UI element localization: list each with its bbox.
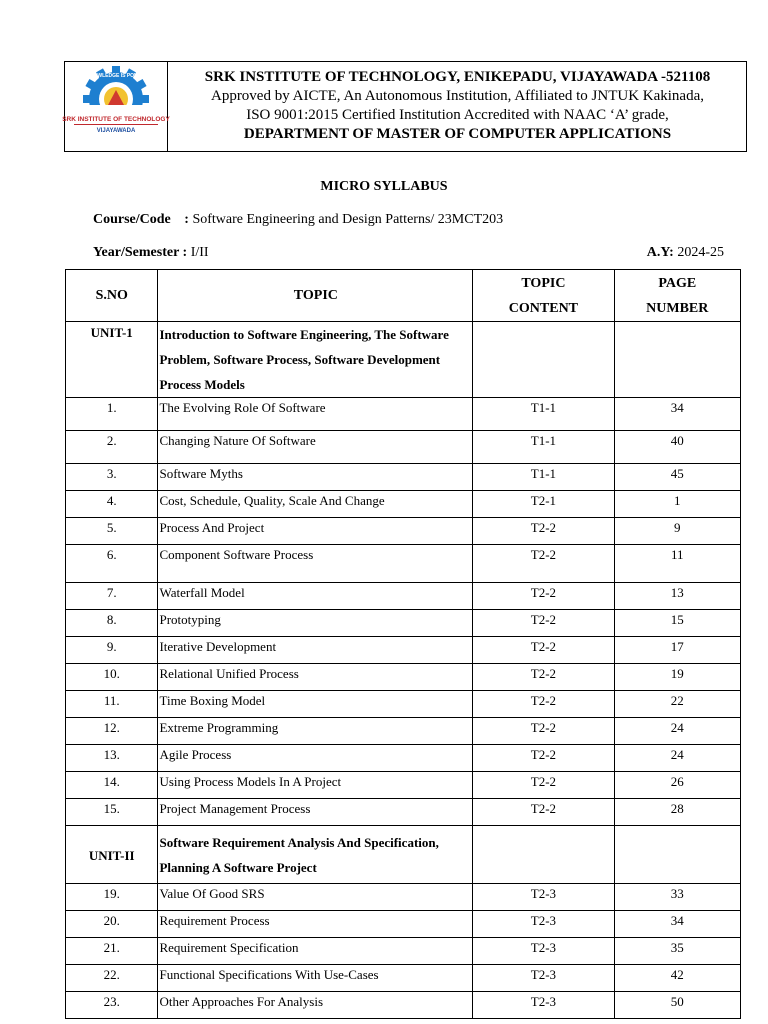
row-page: 22	[614, 691, 740, 718]
header-sno: S.NO	[66, 270, 158, 322]
row-topic: Iterative Development	[158, 637, 473, 664]
row-content: T1-1	[473, 431, 614, 464]
row-content: T2-1	[473, 491, 614, 518]
row-topic: Component Software Process	[158, 545, 473, 583]
row-content: T2-3	[473, 884, 614, 911]
unit-page-empty	[614, 826, 740, 884]
row-content: T2-3	[473, 992, 614, 1019]
row-page: 11	[614, 545, 740, 583]
table-row	[66, 398, 741, 431]
row-sno: 5.	[66, 518, 158, 545]
row-content: T2-2	[473, 610, 614, 637]
course-line	[93, 212, 503, 228]
row-content: T2-2	[473, 772, 614, 799]
row-page: 24	[614, 718, 740, 745]
row-sno: 19.	[66, 884, 158, 911]
row-content: T2-2	[473, 664, 614, 691]
row-topic: Cost, Schedule, Quality, Scale And Change	[158, 491, 473, 518]
row-topic: Requirement Specification	[158, 938, 473, 965]
row-content: T2-2	[473, 583, 614, 610]
table-row	[66, 799, 741, 826]
row-topic: Process And Project	[158, 518, 473, 545]
svg-text:SRK INSTITUTE OF TECHNOLOGY: SRK INSTITUTE OF TECHNOLOGY	[62, 115, 170, 123]
table-row	[66, 610, 741, 637]
row-topic: Other Approaches For Analysis	[158, 992, 473, 1019]
course-label: Course/Code	[93, 212, 171, 227]
row-page: 40	[614, 431, 740, 464]
row-content: T1-1	[473, 464, 614, 491]
row-content: T2-2	[473, 718, 614, 745]
page-title: MICRO SYLLABUS	[320, 179, 448, 194]
row-sno: 22.	[66, 965, 158, 992]
table-row	[66, 664, 741, 691]
table-row	[66, 718, 741, 745]
ay-label: A.Y:	[646, 245, 674, 260]
row-page: 28	[614, 799, 740, 826]
unit-row	[66, 826, 741, 884]
table-row	[66, 464, 741, 491]
unit-content-empty	[473, 826, 614, 884]
table-row	[66, 491, 741, 518]
row-sno: 2.	[66, 431, 158, 464]
row-page: 33	[614, 884, 740, 911]
course-value: Software Engineering and Design Patterns/ 23MCT203	[192, 212, 504, 227]
unit-page-empty	[614, 322, 740, 398]
row-topic: Functional Specifications With Use-Cases	[158, 965, 473, 992]
academic-year-line	[647, 245, 724, 261]
row-sno: 4.	[66, 491, 158, 518]
certification-line: ISO 9001:2015 Certified Institution Accredited with NAAC ‘A’ grade,	[246, 107, 669, 123]
row-sno: 6.	[66, 545, 158, 583]
row-topic: Requirement Process	[158, 911, 473, 938]
row-content: T2-3	[473, 911, 614, 938]
table-header-row	[66, 270, 741, 322]
unit1-rows	[66, 398, 741, 826]
row-sno: 9.	[66, 637, 158, 664]
row-topic: Agile Process	[158, 745, 473, 772]
row-page: 45	[614, 464, 740, 491]
svg-text:VIJAYAWADA: VIJAYAWADA	[96, 127, 136, 134]
course-separator: :	[184, 212, 189, 227]
row-page: 13	[614, 583, 740, 610]
row-topic: Waterfall Model	[158, 583, 473, 610]
header-topic-content-l1: TOPIC	[521, 275, 566, 291]
row-content: T2-2	[473, 518, 614, 545]
row-page: 26	[614, 772, 740, 799]
row-topic: Project Management Process	[158, 799, 473, 826]
row-sno: 10.	[66, 664, 158, 691]
row-topic: Extreme Programming	[158, 718, 473, 745]
row-topic: Relational Unified Process	[158, 664, 473, 691]
header-page-number	[614, 270, 740, 322]
row-content: T2-2	[473, 545, 614, 583]
row-page: 34	[614, 398, 740, 431]
row-topic: Time Boxing Model	[158, 691, 473, 718]
row-topic: Using Process Models In A Project	[158, 772, 473, 799]
row-content: T2-2	[473, 691, 614, 718]
row-sno: 20.	[66, 911, 158, 938]
row-topic: Software Myths	[158, 464, 473, 491]
unit-row	[66, 322, 741, 398]
table-row	[66, 691, 741, 718]
header-page-l2: NUMBER	[646, 300, 709, 316]
row-sno: 3.	[66, 464, 158, 491]
table-row	[66, 911, 741, 938]
header-page-l1: PAGE	[658, 275, 697, 291]
syllabus-table	[65, 269, 741, 1019]
row-page: 17	[614, 637, 740, 664]
table-row	[66, 884, 741, 911]
table-row	[66, 965, 741, 992]
row-sno: 14.	[66, 772, 158, 799]
row-page: 9	[614, 518, 740, 545]
table-row	[66, 745, 741, 772]
table-row	[66, 518, 741, 545]
year-semester-line	[93, 245, 209, 261]
svg-text:KNOWLEDGE IS POWER: KNOWLEDGE IS POWER	[86, 72, 146, 79]
row-content: T2-2	[473, 637, 614, 664]
row-page: 50	[614, 992, 740, 1019]
row-sno: 11.	[66, 691, 158, 718]
unit-label: UNIT-1	[66, 322, 158, 398]
row-topic: Value Of Good SRS	[158, 884, 473, 911]
row-topic: Changing Nature Of Software	[158, 431, 473, 464]
institution-name: SRK INSTITUTE OF TECHNOLOGY, ENIKEPADU, VIJAYAWADA -521108	[204, 69, 711, 85]
row-sno: 23.	[66, 992, 158, 1019]
row-topic: Prototyping	[158, 610, 473, 637]
institution-header	[64, 61, 747, 152]
gear-logo-icon	[62, 65, 170, 149]
year-value: I/II	[190, 245, 209, 260]
row-sno: 21.	[66, 938, 158, 965]
row-content: T2-2	[473, 745, 614, 772]
table-row	[66, 992, 741, 1019]
row-topic: The Evolving Role Of Software	[158, 398, 473, 431]
row-sno: 15.	[66, 799, 158, 826]
table-row	[66, 938, 741, 965]
table-row	[66, 431, 741, 464]
row-page: 34	[614, 911, 740, 938]
unit-label: UNIT-II	[66, 826, 158, 884]
row-content: T2-2	[473, 799, 614, 826]
table-row	[66, 545, 741, 583]
table-row	[66, 772, 741, 799]
table-row	[66, 583, 741, 610]
row-page: 35	[614, 938, 740, 965]
row-page: 19	[614, 664, 740, 691]
row-page: 15	[614, 610, 740, 637]
unit2-rows	[66, 884, 741, 1019]
unit-title: Introduction to Software Engineering, The Software Problem, Software Process, Software Development Process Models	[158, 322, 473, 398]
header-topic-content	[473, 270, 614, 322]
unit-title: Software Requirement Analysis And Specification, Planning A Software Project	[158, 826, 473, 884]
header-topic: TOPIC	[158, 270, 473, 322]
header-topic-content-l2: CONTENT	[508, 300, 579, 316]
row-content: T1-1	[473, 398, 614, 431]
row-sno: 13.	[66, 745, 158, 772]
row-page: 24	[614, 745, 740, 772]
row-content: T2-3	[473, 965, 614, 992]
ay-value: 2024-25	[677, 245, 724, 260]
unit-content-empty	[473, 322, 614, 398]
row-sno: 8.	[66, 610, 158, 637]
row-page: 42	[614, 965, 740, 992]
row-content: T2-3	[473, 938, 614, 965]
year-label: Year/Semester :	[93, 245, 188, 260]
row-sno: 7.	[66, 583, 158, 610]
department-name: DEPARTMENT OF MASTER OF COMPUTER APPLICATIONS	[243, 126, 672, 142]
row-sno: 1.	[66, 398, 158, 431]
row-sno: 12.	[66, 718, 158, 745]
header-text-block	[169, 62, 746, 157]
approval-line: Approved by AICTE, An Autonomous Institution, Affiliated to JNTUK Kakinada,	[210, 88, 704, 104]
row-page: 1	[614, 491, 740, 518]
institution-logo	[62, 62, 170, 151]
table-row	[66, 637, 741, 664]
